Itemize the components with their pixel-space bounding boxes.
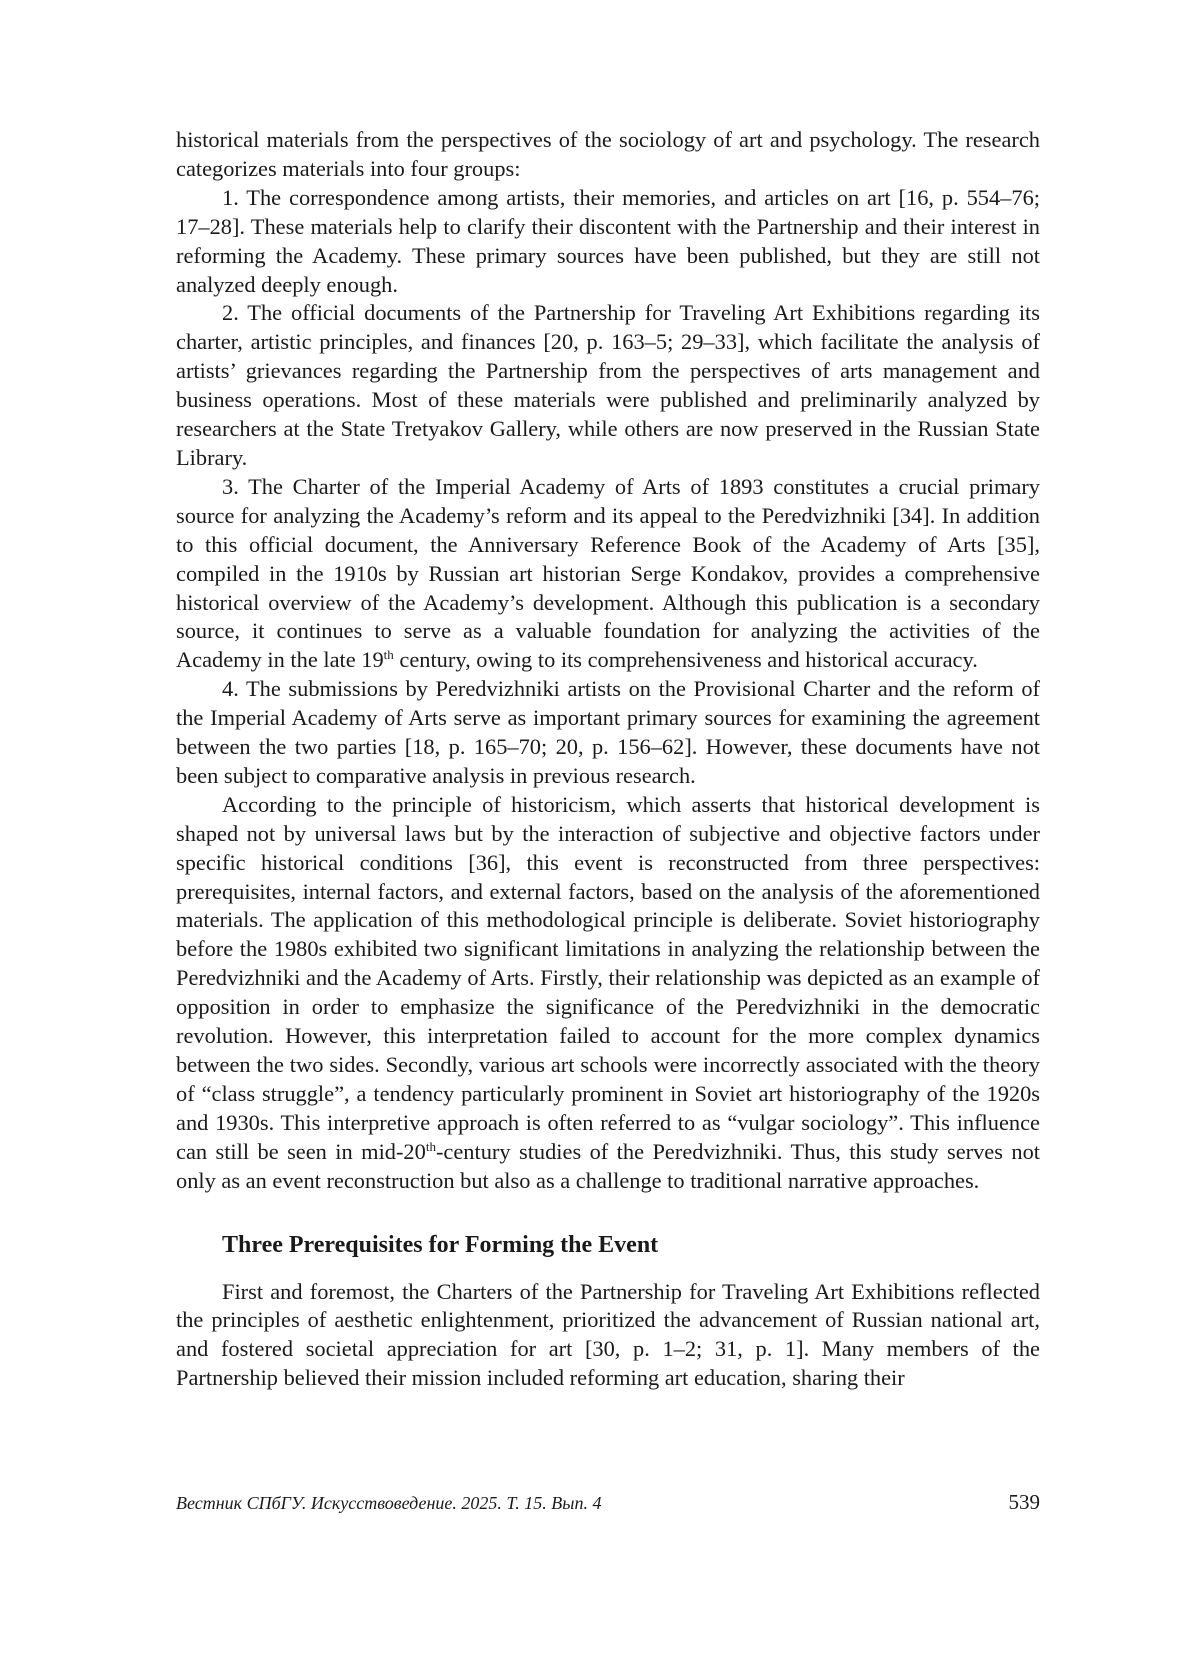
- superscript: th: [383, 647, 394, 663]
- paragraph-source-group-3: [176, 473, 1040, 675]
- paragraph-continued: historical materials from the perspectives of the sociology of art and psychology. The research categorizes materials into four groups:: [176, 127, 1040, 181]
- page-number: 539: [1008, 1490, 1040, 1514]
- paragraph-text: 3. The Charter of the Imperial Academy of Arts of 1893 constitutes a crucial primary source for analyzing the Academy’s reform and its appeal to the Peredvizhniki [34]. In addition to this official document, the Anniversary Reference Book of the Academy of Arts [35], compiled in the 1910s by Russian art historian Serge Kondakov, provides a comprehensive historical overview of the Academy’s development. Although this publication is a secondary source, it continues to serve as a valuable foundation for analyzing the activities of the Academy in the late 19: [176, 473, 1040, 673]
- paragraph-source-group-2: 2. The official documents of the Partnership for Traveling Art Exhibitions regarding its charter, artistic principles, and finances [20, p. 163–5; 29–33], which facilitate the analysis of artists’ grievances regarding the Partnership from the perspectives of arts management and business operations. Most of these materials were published and preliminarily analyzed by researchers at the State Tretyakov Gallery, while others are now preserved in the Russian State Library.: [176, 300, 1040, 470]
- paragraph-historicism: [176, 791, 1040, 1196]
- paragraph-source-group-1: 1. The correspondence among artists, their memories, and articles on art [16, p. 554–76; 17–28]. These materials help to clarify their discontent with the Partnership and their interest in reforming the Academy. These primary sources have been published, but they are still not analyzed deeply enough.: [176, 184, 1040, 297]
- section-heading: Three Prerequisites for Forming the Event: [222, 1231, 659, 1258]
- article-body: [176, 126, 1040, 1393]
- paragraph-text: According to the principle of historicism, which asserts that historical development is shaped not by universal laws but by the interaction of subjective and objective factors under specific historical conditions [36], this event is reconstructed from three perspectives: prerequisites, internal factors, and external factors, based on the analysis of the aforementioned materials. The application of this methodological principle is deliberate. Soviet historiography before the 1980s exhibited two significant limitations in analyzing the relationship between the Peredvizhniki and the Academy of Arts. Firstly, their relationship was depicted as an example of opposition in order to emphasize the significance of the Peredvizhniki in the democratic revolution. However, this interpretation failed to account for the more complex dynamics between the two sides. Secondly, various art schools were incorrectly associated with the theory of “class struggle”, a tendency particularly prominent in Soviet art historiography of the 1920s and 1930s. This interpretive approach is often referred to as “vulgar sociology”. This influence can still be seen in mid-20: [176, 791, 1040, 1164]
- paragraph-text: -century studies of the Peredvizhniki. Thus, this study serves not only as an event reconstruction but also as a challenge to traditional narrative approaches.: [176, 1138, 1040, 1193]
- superscript: th: [425, 1138, 436, 1154]
- paragraph-source-group-4: 4. The submissions by Peredvizhniki artists on the Provisional Charter and the reform of the Imperial Academy of Arts serve as important primary sources for examining the agreement between the two parties [18, p. 165–70; 20, p. 156–62]. However, these documents have not been subject to comparative analysis in previous research.: [176, 676, 1040, 788]
- paragraph-text: century, owing to its comprehensiveness and historical accuracy.: [393, 647, 978, 673]
- running-footer: [176, 1490, 1040, 1515]
- journal-title: Вестник СПбГУ. Искусствоведение. 2025. Т. 15. Вып. 4: [176, 1493, 602, 1513]
- paragraph-prerequisites: First and foremost, the Charters of the Partnership for Traveling Art Exhibitions reflected the principles of aesthetic enlightenment, prioritized the advancement of Russian national art, and fostered societal appreciation for art [30, p. 1–2; 31, p. 1]. Many members of the Partnership believed their mission included reforming art education, sharing their: [176, 1278, 1040, 1391]
